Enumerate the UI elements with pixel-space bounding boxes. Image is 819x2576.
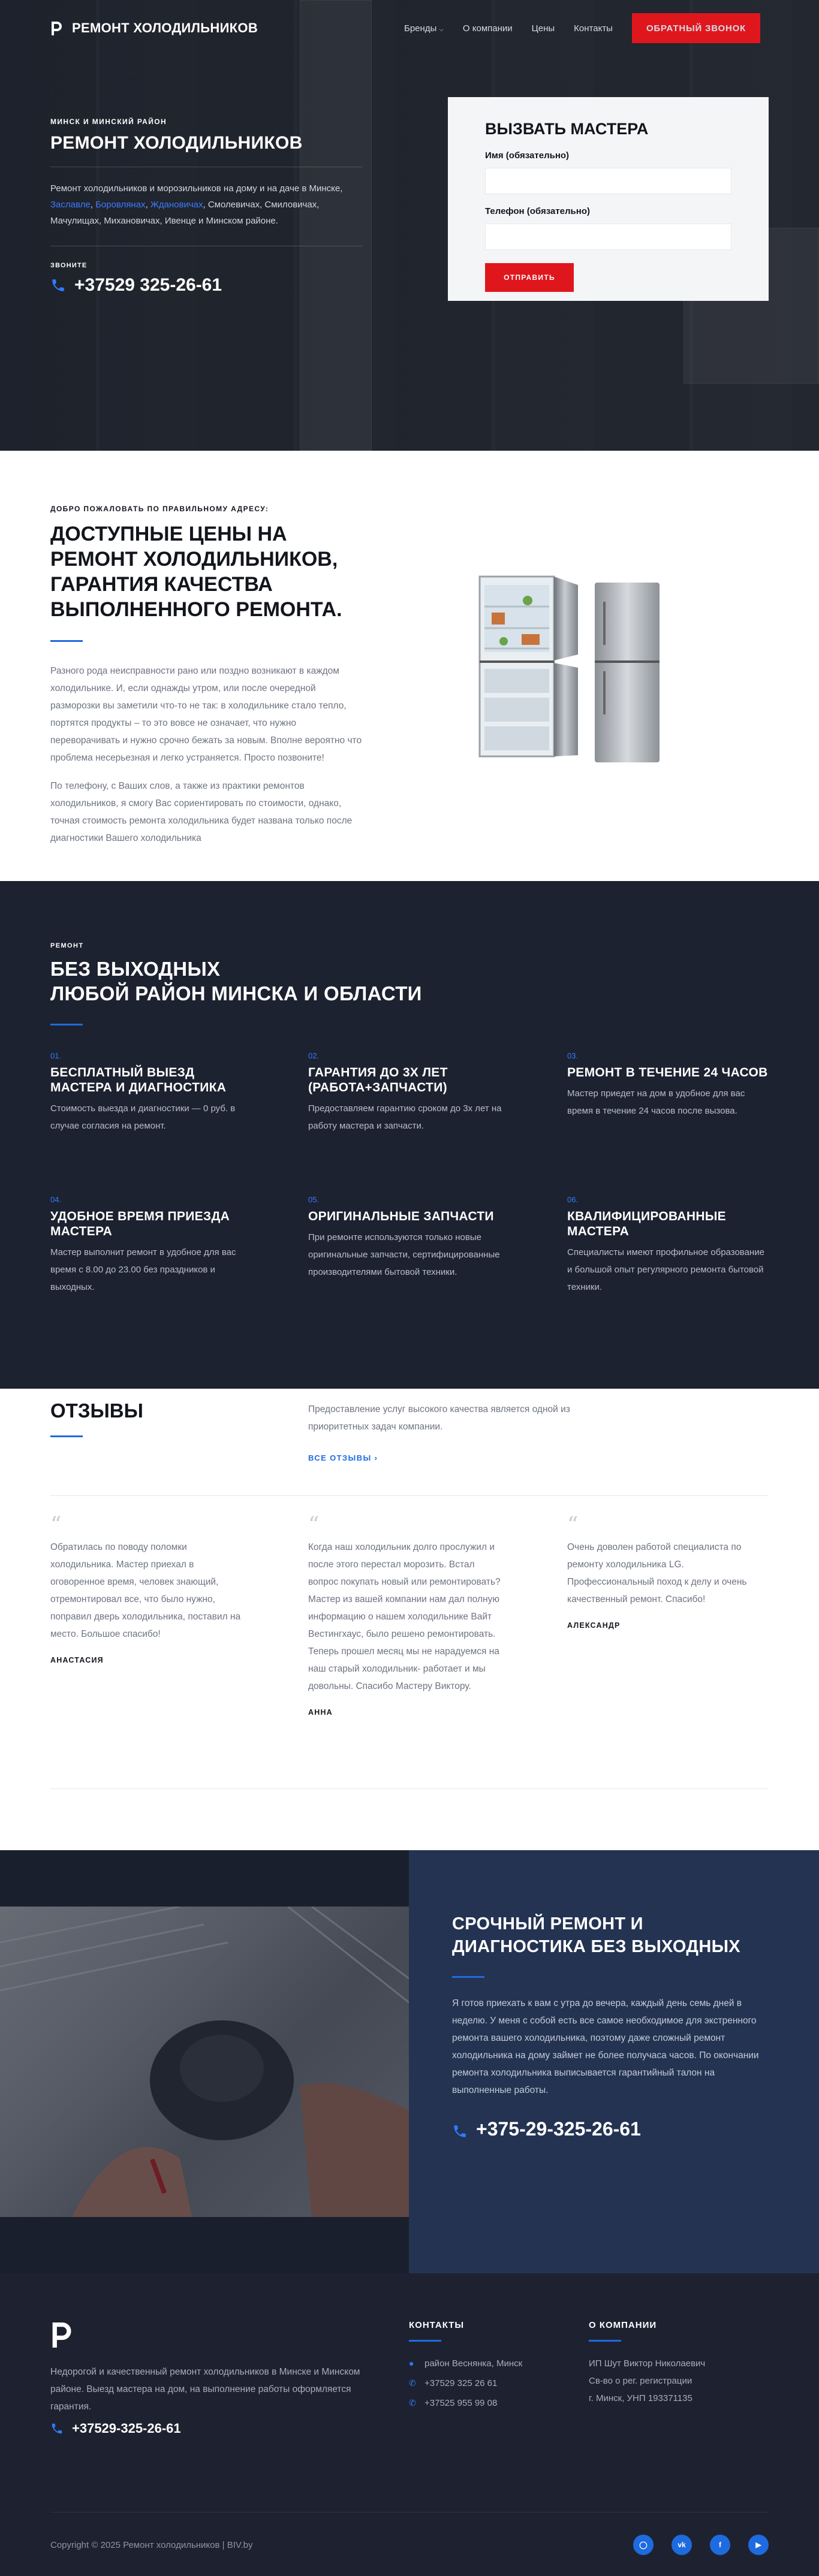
all-reviews-link[interactable] [308, 1453, 378, 1462]
review-text: Очень доволен работой специалиста по ремонту холодильника LG. Профессиональный поход к делу и очень качественный ремонт. Спасибо! [567, 1542, 747, 1604]
logo-icon [50, 20, 64, 36]
review-text: Обратилась по поводу поломки холодильника. Мастер приехал в оговоренное время, человек знающий, отремонтировал все, что было нужно, поправил дверь холодильника, поставил на место. Большое спасибо! [50, 1542, 241, 1639]
chevron-right-icon: › [374, 1453, 378, 1462]
menu-item-contacts[interactable]: Контакты [574, 23, 613, 34]
hero-kicker: МИНСК И МИНСКИЙ РАЙОН [50, 117, 167, 126]
review-card [567, 1513, 763, 1630]
reviews-intro: Предоставление услуг высокого качества является одной из приоритетных задач компании. [308, 1404, 570, 1432]
reviews-section [0, 1389, 819, 1850]
feature-title: БЕСПЛАТНЫЙ ВЫЕЗД МАСТЕРА И ДИАГНОСТИКА [50, 1066, 227, 1094]
hero-description: Ремонт холодильников и морозильников на дому и на даче в Минске, Заславле, Боровлянах, Ждановичах, Смолевичах, Смиловичах, Мачулищах, Михановичах, Ивенце и Минском районе. [50, 183, 343, 226]
menu-item-prices[interactable]: Цены [531, 23, 555, 34]
copyright: Copyright © 2025 Ремонт холодильников | BIV.by [50, 2540, 253, 2550]
feature-number: 04. [50, 1195, 62, 1204]
phone-icon [452, 2122, 468, 2137]
accent-line [50, 1024, 83, 1025]
title-line: ЛЮБОЙ РАЙОН МИНСКА И ОБЛАСТИ [50, 982, 422, 1005]
review-text: Когда наш холодильник долго прослужил и после этого перестал морозить. Встал вопрос покупать новый или ремонтировать? Мастер из вашей компании нам дал полную информацию о нашем холодильнике Вайт Вестингхаус, было решено ремонтировать. Теперь прошел месяц мы не нарадуемся на наш старый холодильник- работает и мы довольны. Спасибо Мастеру Виктору. [308, 1542, 501, 1691]
callback-button[interactable]: ОБРАТНЫЙ ЗВОНОК [632, 13, 760, 43]
phone-text: +37529 325 26 61 [424, 2378, 498, 2388]
phone-label: Телефон (обязательно) [485, 206, 590, 216]
quote-icon: “ [50, 1513, 62, 1537]
footer-about [589, 2320, 769, 2407]
footer-description: Недорогой и качественный ремонт холодильников в Минске и Минском районе. Выезд мастера на дом, на выполнение работы оформляется гарантия. [50, 2367, 360, 2412]
menu-item-about[interactable]: О компании [462, 23, 513, 34]
contact-phone-2[interactable] [409, 2394, 541, 2412]
hero-text-part: , Смолевичах, Смиловичах, Мачулищах, Михановичах, Ивенце и Минском районе. [50, 200, 320, 226]
vk-icon[interactable]: vk [672, 2535, 692, 2555]
feature-item [567, 1195, 771, 1296]
urgent-phone-link[interactable] [452, 2118, 770, 2140]
features-kicker: РЕМОНТ [50, 942, 84, 949]
reviews-title: ОТЗЫВЫ [50, 1399, 143, 1422]
review-card [50, 1513, 246, 1664]
review-author: АНАСТАСИЯ [50, 1656, 104, 1664]
feature-number: 03. [567, 1051, 579, 1060]
repair-photo [0, 1907, 409, 2217]
feature-text: Мастер приедет на дом в удобное для вас время в течение 24 часов после вызова. [567, 1088, 745, 1116]
about-line: Св-во о рег. регистрации [589, 2376, 692, 2386]
phone-icon: ✆ [409, 2378, 416, 2388]
image-overlay [0, 1907, 409, 2217]
phone-icon: ✆ [409, 2398, 416, 2408]
features-section [0, 881, 819, 1389]
feature-text: Предоставляем гарантию сроком до 3х лет на работу мастера и запчасти. [308, 1103, 502, 1131]
instagram-icon[interactable]: ◯ [633, 2535, 654, 2555]
welcome-kicker: ДОБРО ПОЖАЛОВАТЬ ПО ПРАВИЛЬНОМУ АДРЕСУ: [50, 505, 269, 513]
youtube-icon[interactable]: ▶ [748, 2535, 769, 2555]
hero-text-part: Ремонт холодильников и морозильников на дому и на даче в Минске, [50, 183, 343, 194]
feature-text: Специалисты имеют профильное образование и большой опыт регулярного ремонта бытовой техники. [567, 1247, 764, 1292]
urgent-title: СРОЧНЫЙ РЕМОНТ И ДИАГНОСТИКА БЕЗ ВЫХОДНЫХ [452, 1914, 740, 1956]
feature-title: УДОБНОЕ ВРЕМЯ ПРИЕЗДА МАСТЕРА [50, 1209, 230, 1238]
feature-text: При ремонте используются только новые оригинальные запчасти, сертифицированные производителями бытовой техники. [308, 1232, 500, 1277]
review-author: АЛЕКСАНДР [567, 1621, 621, 1630]
facebook-icon[interactable]: f [710, 2535, 730, 2555]
phone-field[interactable] [485, 224, 731, 250]
phone-icon [50, 277, 66, 293]
menu-item-brands[interactable] [404, 23, 444, 34]
top-nav [50, 12, 760, 44]
welcome-title: ДОСТУПНЫЕ ЦЕНЫ НА РЕМОНТ ХОЛОДИЛЬНИКОВ, ГАРАНТИЯ КАЧЕСТВА ВЫПОЛНЕННОГО РЕМОНТА. [50, 523, 342, 621]
welcome-section [0, 451, 819, 881]
feature-item [50, 1051, 254, 1135]
all-reviews-label: ВСЕ ОТЗЫВЫ [308, 1453, 372, 1462]
feature-text: Мастер выполнит ремонт в удобное для вас время с 8.00 до 23.00 без праздников и выходных. [50, 1247, 236, 1292]
feature-number: 01. [50, 1051, 62, 1060]
quote-icon: “ [567, 1513, 579, 1537]
accent-line [50, 640, 83, 642]
features-header [50, 942, 422, 1025]
welcome-paragraph: По телефону, с Ваших слов, а также из практики ремонтов холодильников, я смогу Вас сориентировать по стоимости, однако, точная стоимость ремонта холодильника будет названа только после диагностики Вашего холодильника [50, 781, 353, 843]
feature-item [567, 1051, 771, 1120]
link-zhdanovichi[interactable]: Ждановичах [150, 200, 203, 210]
about-line: ИП Шут Виктор Николаевич [589, 2358, 706, 2369]
contact-address [409, 2355, 541, 2372]
features-title [50, 957, 422, 1006]
contacts-title: КОНТАКТЫ [409, 2320, 465, 2330]
feature-number: 06. [567, 1195, 579, 1204]
phone-icon [50, 2422, 64, 2435]
footer-logo-icon[interactable] [50, 2320, 74, 2349]
phone-number: +375-29-325-26-61 [476, 2118, 641, 2140]
phone-text: +37525 955 99 08 [424, 2398, 498, 2408]
review-card [308, 1513, 504, 1717]
divider [50, 1495, 769, 1496]
link-borovlyany[interactable]: Боровлянах [95, 200, 146, 210]
feature-title: РЕМОНТ В ТЕЧЕНИЕ 24 ЧАСОВ [567, 1066, 768, 1079]
urgent-text: Я готов приехать к вам с утра до вечера, каждый день семь дней в неделю. У меня с собой есть все самое необходимое для экстренного ремонта вашего холодильника, поэтому даже сложный ремонт холодильника на дому займет не более получаса часов. По окончании ремонта холодильника выписывается гарантийный талон на выполненные работы. [452, 1998, 759, 2095]
accent-line [452, 1976, 484, 1978]
phone-number: +37529 325-26-61 [74, 275, 222, 295]
urgent-section [0, 1850, 819, 2273]
title-line: БЕЗ ВЫХОДНЫХ [50, 958, 221, 980]
feature-item [308, 1195, 512, 1281]
feature-number: 02. [308, 1051, 320, 1060]
site-footer [0, 2273, 819, 2576]
phone-number: +37529-325-26-61 [72, 2421, 181, 2436]
submit-button[interactable]: ОТПРАВИТЬ [485, 263, 574, 292]
feature-title: КВАЛИФИЦИРОВАННЫЕ МАСТЕРА [567, 1209, 726, 1238]
about-line: г. Минск, УНП 193371135 [589, 2393, 692, 2403]
footer-phone-link[interactable] [50, 2421, 181, 2436]
feature-title: ОРИГИНАЛЬНЫЕ ЗАПЧАСТИ [308, 1209, 494, 1223]
welcome-paragraph: Разного рода неисправности рано или поздно возникают в каждом холодильнике. И, если однажды утром, или после очередной разморозки вы заметили что-то не так: в холодильнике стало тепло, портятся продукты – то это вовсе не означает, что нужно переворачивать и нужно срочно бежать за новым. Вполне вероятно что проблема несерьезная и легко устраняется. Просто позвоните! [50, 666, 362, 763]
feature-text: Стоимость выезда и диагностики — 0 руб. в случае согласия на ремонт. [50, 1103, 236, 1131]
feature-item [308, 1051, 512, 1135]
call-master-form [448, 97, 769, 301]
hero-section [0, 0, 819, 451]
contact-phone-1[interactable] [409, 2375, 541, 2392]
location-pin-icon: ● [409, 2358, 414, 2368]
link-zaslavl[interactable]: Заславле [50, 200, 91, 210]
main-menu [385, 13, 760, 43]
social-links [633, 2535, 769, 2555]
welcome-content [50, 505, 362, 847]
accent-line [50, 1435, 83, 1437]
quote-icon: “ [308, 1513, 320, 1537]
call-label: ЗВОНИТЕ [50, 262, 88, 269]
urgent-panel [409, 1850, 819, 2273]
name-label: Имя (обязательно) [485, 150, 570, 161]
hero-phone-link[interactable] [50, 275, 362, 295]
chevron-down-icon: ⌵ [439, 26, 444, 33]
hero-content [50, 117, 362, 295]
about-title: О КОМПАНИИ [589, 2320, 657, 2330]
review-author: АННА [308, 1708, 333, 1717]
footer-contacts [409, 2320, 541, 2412]
feature-title: ГАРАНТИЯ ДО 3Х ЛЕТ (РАБОТА+ЗАПЧАСТИ) [308, 1066, 448, 1094]
accent-line [589, 2340, 621, 2342]
site-logo[interactable] [50, 20, 258, 36]
hero-title: РЕМОНТ ХОЛОДИЛЬНИКОВ [50, 133, 303, 153]
menu-label: Бренды [404, 23, 437, 34]
divider [50, 1788, 769, 1789]
name-field[interactable] [485, 168, 731, 194]
address-text: район Веснянка, Минск [424, 2358, 523, 2369]
accent-line [409, 2340, 441, 2342]
form-title: ВЫЗВАТЬ МАСТЕРА [485, 120, 649, 138]
feature-item [50, 1195, 254, 1296]
fridges-image [468, 565, 707, 780]
logo-text: РЕМОНТ ХОЛОДИЛЬНИКОВ [72, 20, 258, 35]
feature-number: 05. [308, 1195, 320, 1204]
